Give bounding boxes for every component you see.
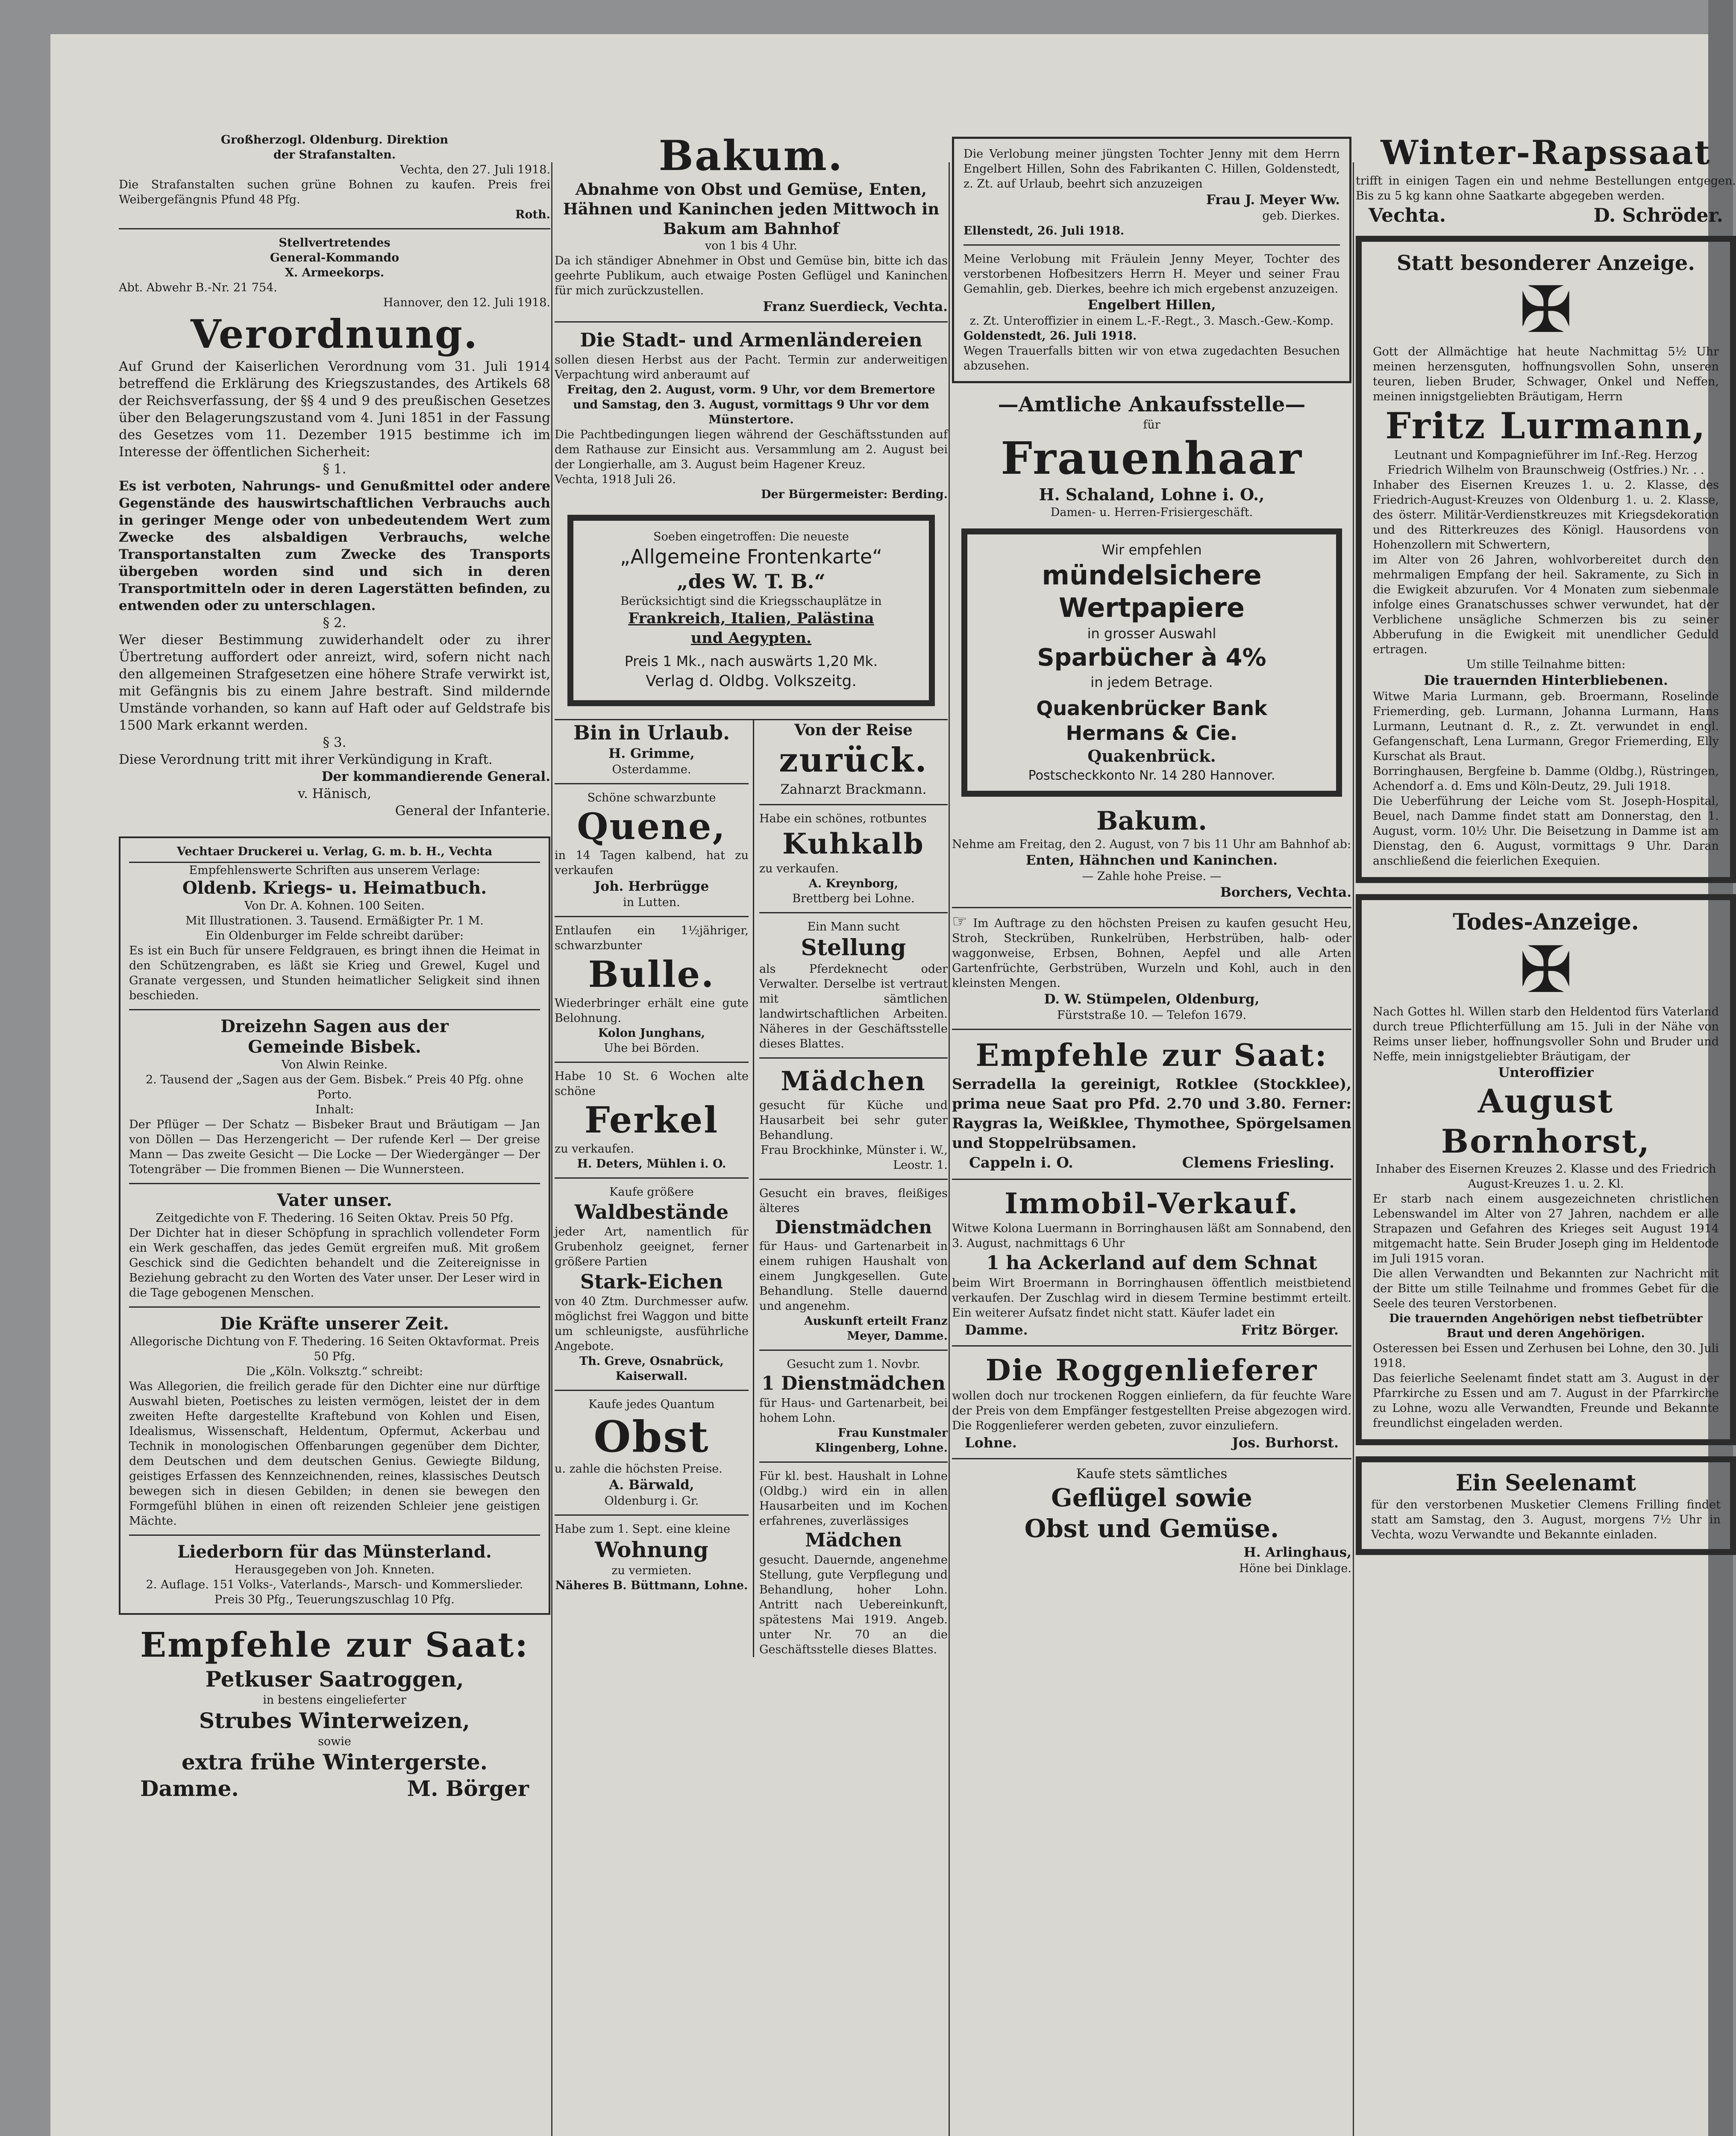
notice-text: Wer dieser Bestimmung zuwiderhandelt oder zu ihrer Übertretung auffordert oder anreizt, wird, sofern nicht nach den allgemeinen Strafgesetzen eine höhere Strafe verwirkt ist, mit Gefängnis bis zu einem Jahre bestraft. Sind mildernde Umstände vorhanden, so kann auf Haft oder auf Geldstrafe bis 1500 Mark erkannt werden.	[119, 632, 550, 733]
ad-title: Stark-Eichen	[580, 1270, 723, 1293]
ad-verlag	[119, 836, 550, 1615]
divider	[963, 244, 1340, 246]
ad-bank	[961, 528, 1342, 797]
ad-name: H. Schaland, Lohne i. O.,	[1039, 485, 1265, 504]
divider	[119, 228, 550, 229]
small-ads-left	[555, 720, 754, 1657]
divider	[759, 912, 948, 913]
ad-immobil	[952, 1186, 1351, 1339]
ad-text: — Zahle hohe Preise. —	[1082, 870, 1222, 883]
divider	[129, 1306, 540, 1308]
ad-title: „Allgemeine Frontenkarte“	[620, 545, 883, 568]
ad-line: Strubes Winterweizen,	[199, 1708, 470, 1733]
book-sub: Von Dr. A. Kohnen. 100 Seiten.	[244, 899, 425, 912]
ad-intro: Kaufe stets sämtliches	[1076, 1466, 1228, 1482]
ad-title: Bakum.	[1096, 806, 1207, 836]
ad-name: Th. Greve, Osnabrück, Kaiserwall.	[579, 1355, 724, 1383]
obituary-head: Statt besonderer Anzeige.	[1397, 251, 1695, 275]
ad-text: Berücksichtigt sind die Kriegsschauplätze in	[620, 595, 882, 608]
ad-intro: Habe zum 1. Sept. eine kleine	[555, 1523, 730, 1536]
obituary-text: Die allen Verwandten und Bekannten zur Nachricht mit der Bitte um stille Teilnahme und frommes Gebet für die Seele des teuren Verstorbenen.	[1373, 1267, 1719, 1310]
ad-intro: Soeben eingetroffen: Die neueste	[653, 530, 849, 543]
ad-name: Auskunft erteilt Franz Meyer, Damme.	[804, 1314, 948, 1343]
divider	[129, 1183, 540, 1184]
ad-text: Serradella la gereinigt, Rotklee (Stockklee), prima neue Saat pro Pfd. 2.70 und 3.80. Ferner: Raygras la, Weißklee, Thymothee, Spörgelsamen und Stoppelrübsamen.	[952, 1076, 1351, 1152]
obituary-text: Leutnant und Kompagnieführer im Inf.-Reg. Herzog Friedrich Wilhelm von Braunschweig (Ostfries.) Nr. . .	[1387, 449, 1704, 477]
notice-name: Frau J. Meyer Ww.	[1206, 192, 1340, 208]
ad-text: als Pferdeknecht oder Verwalter. Derselbe ist vertraut mit sämtlichen landwirtschaftlichen Arbeiten. Näheres in der Geschäftsstelle dieses Blattes.	[759, 962, 948, 1050]
column-2	[555, 132, 948, 1657]
ad-intro: Schöne schwarzbunte	[587, 791, 716, 804]
divider	[129, 1535, 540, 1536]
divider	[952, 1345, 1351, 1347]
book-price: Preis 30 Pfg., Teuerungszuschlag 10 Pfg.	[214, 1593, 455, 1606]
ad-name: D. W. Stümpelen, Oldenburg,	[1044, 992, 1260, 1007]
notice-heading: X. Armeekorps.	[285, 266, 385, 279]
ad-place: Oldenburg i. Gr.	[604, 1494, 699, 1508]
ad-title: Ferkel	[584, 1099, 719, 1141]
ad-line: extra frühe Wintergerste.	[181, 1749, 488, 1775]
ad-title: Von der Reise	[794, 721, 913, 739]
ad-title: Waldbestände	[574, 1200, 729, 1224]
obituary-name: Fritz Lurmann,	[1385, 405, 1707, 447]
notice-text: Freitag, den 2. August, vorm. 9 Uhr, vor dem Bremertore und Samstag, den 3. August, vormittags 9 Uhr vor dem Münstertore.	[567, 383, 935, 426]
ad-frontenkarte	[567, 515, 935, 706]
ad-text	[952, 914, 1351, 991]
ad-line: Petkuser Saatroggen,	[205, 1667, 464, 1692]
obituary-text: Borringhausen, Bergfeine b. Damme (Oldbg.), Rüstringen, Achendorf a. d. Ems und Köln-Deutz, 29. Juli 1918.	[1373, 765, 1719, 793]
ad-title: „des W. T. B.“	[676, 570, 825, 593]
ad-text: Wiederbringer erhält eine gute Belohnung.	[555, 997, 749, 1025]
book-sub: 2. Tausend der „Sagen aus der Gem. Bisbek.“ Preis 40 Pfg. ohne Porto.	[146, 1073, 523, 1101]
notice-signature: General der Infanterie.	[395, 803, 550, 819]
ad-text: Entlaufen ein 1½jähriger, schwarzbunter	[555, 924, 749, 952]
ad-text: 1 ha Ackerland auf dem Schnat	[986, 1252, 1317, 1274]
column-rule	[949, 162, 950, 2136]
newspaper-page	[50, 34, 1736, 2136]
ad-text: zu vermieten.	[611, 1564, 692, 1577]
ad-intro: Kaufe größere	[609, 1185, 694, 1199]
notice-text: Wegen Trauerfalls bitten wir von etwa zugedachten Besuchen abzusehen.	[963, 344, 1340, 373]
ad-text: Damen- u. Herren-Frisiergeschäft.	[1050, 506, 1253, 519]
ad-text: gesucht für Küche und Hausarbeit bei sehr guter Behandlung.	[759, 1099, 948, 1142]
obituary-bornhorst	[1356, 894, 1736, 1445]
ad-text: Sparbücher à 4%	[1037, 644, 1266, 672]
book-author: Von Alwin Reinke.	[281, 1058, 388, 1071]
obituary-text: Die Ueberführung der Leiche vom St. Joseph-Hospital, Beuel, nach Damme findet statt am Donnerstag, den 1. August, vorm. 10½ Uhr. Die Beisetzung in Damme ist am Dienstag, den 6. August, vormittags 9 Uhr. Daran anschließend die feierlichen Exequien.	[1373, 795, 1719, 868]
ad-bakum	[555, 132, 948, 315]
ad-signature: Roth.	[515, 208, 550, 221]
divider	[952, 1179, 1351, 1180]
obituary-head: Todes-Anzeige.	[1453, 909, 1639, 935]
notice-text: Die Verlobung meiner jüngsten Tochter Jenny mit dem Herrn Engelbert Hillen, Sohn des Fabrikanten C. Hillen, Goldenstedt, z. Zt. auf Urlaub, beehrt sich anzuzeigen	[963, 147, 1340, 191]
notice-stadt	[555, 329, 948, 502]
ad-name: Hermans & Cie.	[1066, 722, 1238, 745]
ad-name: Zahnarzt Brackmann.	[780, 782, 927, 797]
ad-text: von 40 Ztm. Durchmesser aufw. möglichst frei Waggon und bitte um schleunigste, ausführliche Angebote.	[555, 1295, 749, 1353]
ad-text: zu verkaufen.	[555, 1142, 634, 1156]
obituary-text: Das feierliche Seelenamt findet statt am 3. August in der Pfarrkirche zu Essen und am 7. August in der Pfarrkirche zu Lohne, wozu alle Verwandten, Freunde und Bekannte freundlichst eingeladen werden.	[1373, 1372, 1719, 1430]
ad-text: Da ich ständiger Abnehmer in Obst und Gemüse bin, bitte ich das geehrte Publikum, auch etwaige Posten Geflügel und Kaninchen für mich zurückzustellen.	[555, 254, 948, 297]
ad-price: Preis 1 Mk., nach auswärts 1,20 Mk.	[624, 653, 878, 669]
notice-text: sollen diesen Herbst aus der Pacht. Termin zur anderweitigen Verpachtung wird anberaumt auf	[555, 353, 948, 381]
divider	[555, 783, 749, 784]
ad-text: von 1 bis 4 Uhr.	[705, 239, 798, 252]
ad-place: Osterdamme.	[612, 763, 691, 776]
book-sub: Mit Illustrationen. 3. Tausend. Ermäßigter Pr. 1 M.	[185, 914, 484, 927]
ad-intro: Kaufe jedes Quantum	[588, 1398, 715, 1411]
ad-intro: Habe ein schönes, rotbuntes	[759, 812, 927, 825]
ad-saat-friesling	[952, 1036, 1351, 1173]
ad-name: H. Arlinghaus,	[1243, 1545, 1351, 1560]
pointing-hand-icon: ☞	[952, 912, 967, 931]
ad-saat-boerger	[119, 1623, 550, 1802]
ad-name: H. Grimme,	[608, 746, 695, 761]
ad-strafanstalten	[119, 132, 550, 222]
small-ads	[555, 719, 948, 1657]
ad-text: Abnahme von Obst und Gemüse, Enten, Hähnen und Kaninchen jeden Mittwoch in Bakum am Bahnhof	[563, 180, 940, 238]
ad-text: Enten, Hähnchen und Kaninchen.	[1025, 853, 1278, 868]
ad-text-body: Im Auftrage zu den höchsten Preisen zu kaufen gesucht Heu, Stroh, Steckrüben, Runkelrüben, Herbstrüben, halb- oder waggonweise, Erbsen, Bohnen, Aepfel und alle Arten Gartenfrüchte, Gerbstrüben, Wurzeln und Kohl, auch in den kleinsten Mengen.	[952, 917, 1351, 990]
ad-text: Empfehlenswerte Schriften aus unserem Verlage:	[189, 864, 480, 877]
divider	[555, 1390, 749, 1391]
divider	[759, 1461, 948, 1463]
ad-title: Mädchen	[781, 1065, 926, 1097]
book-sub: Zeitgedichte von F. Thedering. 16 Seiten Oktav. Preis 50 Pfg.	[156, 1212, 514, 1225]
ad-text: u. zahle die höchsten Preise.	[555, 1462, 723, 1476]
book-inhalt: Inhalt:	[315, 1103, 354, 1116]
ad-text: für	[1143, 418, 1160, 431]
divider	[759, 1350, 948, 1351]
book-quote-intro: Ein Oldenburger im Felde schreibt darüber:	[205, 929, 464, 942]
divider	[555, 1514, 749, 1516]
section-mark: § 3.	[323, 735, 347, 750]
ad-title: Mädchen	[805, 1529, 902, 1551]
ad-line: sowie	[318, 1735, 351, 1748]
ad-title: Dienstmädchen	[775, 1217, 932, 1238]
ad-title: Geflügel sowie	[1051, 1483, 1252, 1512]
notice-name: z. Zt. Unteroffizier in einem L.-F.-Regt., 3. Masch.-Gew.-Komp.	[969, 314, 1334, 328]
ad-line: in bestens eingelieferter	[263, 1693, 406, 1707]
ad-name: Jos. Burhorst.	[1232, 1435, 1339, 1451]
notice-ref: Abt. Abwehr B.-Nr. 21 754.	[119, 281, 277, 294]
ad-name: Frau Brockhinke, Münster i. W., Leostr. 1.	[761, 1144, 948, 1172]
divider	[555, 1177, 749, 1179]
column-3	[952, 132, 1351, 1576]
column-rule	[551, 162, 552, 2136]
divider	[759, 1057, 948, 1059]
notice-text: Auf Grund der Kaiserlichen Verordnung vom 31. Juli 1914 betreffend die Erklärung des Kriegszustandes, des Artikels 68 der Reichsverfassung, der §§ 4 und 9 des preußischen Gesetzes über den Belagerungszustand vom 4. Juni 1851 in der Fassung des Gesetzes vom 11. Dezember 1915 bestimme ich im Interesse der öffentlichen Sicherheit:	[119, 359, 550, 460]
ad-title: 1 Dienstmädchen	[761, 1373, 946, 1394]
ad-text: beim Wirt Broermann in Borringhausen öffentlich meistbietend verkaufen. Der Zuschlag wird in diesem Termine bestimmt erteilt. Ein weiterer Aufsatz findet nicht statt. Käufer ladet ein	[952, 1276, 1351, 1320]
ad-text: trifft in einigen Tagen ein und nehme Bestellungen entgegen. Bis zu 5 kg kann ohne Saatkarte abgegeben werden.	[1356, 174, 1736, 202]
ad-title: Immobil-Verkauf.	[1005, 1187, 1299, 1220]
ad-title: Bin in Urlaub.	[573, 721, 730, 744]
ad-place: Vechta.	[1369, 205, 1446, 226]
ad-frauenhaar	[952, 392, 1351, 520]
ad-text: für Haus- und Gartenarbeit in einem ruhigen Haushalt von einem Jungkgesellen. Gute Behandlung. Stelle dauernd und angenehm.	[759, 1240, 948, 1313]
notice-signature: Der kommandierende General.	[321, 769, 550, 784]
book-title: Vater unser.	[277, 1190, 392, 1210]
ad-name: H. Deters, Mühlen i. O.	[577, 1157, 726, 1171]
notice-title: Ein Seelenamt	[1455, 1470, 1636, 1496]
column-rule	[1353, 162, 1354, 2136]
ad-name: Fritz Börger.	[1241, 1322, 1339, 1338]
notice-title: Verordnung.	[190, 311, 479, 357]
book-title: Die Kräfte unserer Zeit.	[220, 1314, 449, 1334]
book-quote: Es ist ein Buch für unsere Feldgrauen, es bringt ihnen die Heimat in den Schützengraben, es läßt sie Krieg und Grewel, Kugel und Granate vergessen, und Stunden heimatlicher Seligkeit sind ihnen beschieden.	[129, 944, 540, 1002]
divider	[555, 916, 749, 917]
divider	[555, 1062, 749, 1063]
ad-heading: der Strafanstalten.	[273, 148, 396, 161]
ad-signature: Borchers, Vechta.	[1220, 885, 1351, 900]
ad-text: Für kl. best. Haushalt in Lohne (Oldbg.) wird ein in allen Hausarbeiten und im Kochen erfahrenes, zuverlässiges	[759, 1470, 948, 1528]
ad-text: zu verkaufen.	[759, 862, 839, 875]
ad-text: Frankreich, Italien, Palästina	[628, 610, 874, 627]
iron-cross-icon: ✠	[1519, 933, 1573, 1007]
ad-text: und Aegypten.	[690, 629, 812, 647]
ad-place: Damme.	[965, 1322, 1028, 1338]
ad-place: Brettberg bei Lohne.	[792, 892, 915, 905]
ad-intro: Wir empfehlen	[1102, 542, 1202, 558]
ad-title: mündelsichere Wertpapiere	[1042, 560, 1262, 623]
ad-title: Empfehle zur Saat:	[140, 1625, 529, 1665]
ad-title: Wohnung	[595, 1537, 708, 1562]
obituary-text: Nach Gottes hl. Willen starb den Heldentod fürs Vaterland durch treue Pflichterfüllung am 15. Juli in der Nähe von Reims unser lieber, hoffnungsvoller Sohn und Bruder und Neffe, mein innigstgeliebter Bräutigam, der	[1373, 1005, 1719, 1063]
obituary-name: August Bornhorst,	[1441, 1082, 1651, 1160]
notice-text: Es ist verboten, Nahrungs- und Genußmittel oder andere Gegenstände des hauswirtschaftlichen Verbrauchs auch in geringer Menge oder von unbedeutendem Wert zum Zwecke des alsbaldigen Verbrauchs, welche Transportanstalten zum Zwecke des Transports übergeben worden sind und sich in deren Transportmitteln oder in deren Lagerstätten befinden, zu entwenden oder zu unterschlagen.	[119, 478, 550, 613]
book-sub: 2. Auflage. 151 Volks-, Vaterlands-, Marsch- und Kommerslieder.	[146, 1578, 523, 1591]
ad-text: in grosser Auswahl	[1087, 625, 1216, 642]
ad-title: Obst	[593, 1411, 710, 1462]
ad-name: D. Schröder.	[1593, 205, 1723, 226]
notice-title: Die Stadt- und Armenländereien	[580, 329, 922, 351]
ad-text: für Haus- und Gartenarbeit, bei hohem Lohn.	[759, 1397, 948, 1425]
obituary-lurmann	[1356, 236, 1736, 883]
ad-title: Stellung	[801, 935, 906, 961]
ad-text: Nehme am Freitag, den 2. August, von 7 bis 11 Uhr am Bahnhof ab:	[952, 838, 1351, 851]
ad-rapssaat	[1356, 132, 1736, 228]
notice-text: Diese Verordnung tritt mit ihrer Verkündigung in Kraft.	[119, 752, 493, 767]
ad-name: Joh. Herbrügge	[594, 879, 709, 894]
ad-title: Quene,	[577, 805, 726, 848]
ad-intro: Habe 10 St. 6 Wochen alte schöne	[555, 1070, 749, 1098]
ad-title: Bakum.	[658, 132, 844, 180]
obituary-text: Osteressen bei Essen und Zerhusen bei Lohne, den 30. Juli 1918.	[1373, 1342, 1719, 1370]
ad-intro: Gesucht zum 1. Novbr.	[787, 1358, 920, 1371]
obituary-text: Die trauernden Angehörigen nebst tiefbetrübter Braut und deren Angehörigen.	[1389, 1312, 1703, 1340]
ad-intro: Gesucht ein braves, fleißiges älteres	[759, 1187, 948, 1215]
ad-place: Höne bei Dinklage.	[1239, 1562, 1351, 1575]
book-text: Der Dichter hat in dieser Schöpfung in sprachlich vollendeter Form ein Werk geschaffen, das jedes Gemüt ergreifen muß. Mit großem Geschick sind die Gedichten behandelt und die Zeitereignisse in Beziehung gebracht zu den Worten des Vater unser. Der Leser wird in die Tage gebogenen Menschen.	[129, 1226, 540, 1300]
ad-heading: Vechtaer Druckerei u. Verlag, G. m. b. H., Vechta	[129, 844, 540, 863]
ad-addr: Fürststraße 10. — Telefon 1679.	[1057, 1009, 1247, 1022]
notice-signature: Der Bürgermeister: Berding.	[761, 488, 948, 501]
ad-name: Quakenbrücker Bank	[1036, 697, 1267, 720]
book-sub: Allegorische Dichtung von F. Thedering. 16 Seiten Oktavformat. Preis 50 Pfg.	[129, 1335, 540, 1363]
book-text: Der Pflüger — Der Schatz — Bisbeker Braut und Bräutigam — Jan von Döllen — Das Herzengericht — Der rufende Kerl — Der greise Mann — Das zweite Gesicht — Die Locke — Der Wiedergänger — Der Totengräber — Die frommen Bienen — Die Wunnersteen.	[129, 1118, 540, 1176]
divider	[759, 804, 948, 805]
ad-place: Damme.	[140, 1776, 239, 1801]
ad-title: Kuhkalb	[782, 827, 925, 860]
ad-place: Uhe bei Börden.	[604, 1042, 699, 1055]
divider	[952, 1458, 1351, 1459]
obituary-text: Gott der Allmächtige hat heute Nachmittag 5½ Uhr meinen herzensguten, hoffnungsvollen Sohn, unseren teuren, lieben Bruder, Schwager, Onkel und Neffen, meinen innigstgeliebten Bräutigam, Herrn	[1373, 345, 1719, 403]
ad-signature: Franz Suerdieck, Vechta.	[763, 299, 948, 314]
notice-name: geb. Dierkes.	[1262, 209, 1340, 223]
notice-text: für den verstorbenen Musketier Clemens Frilling findet statt am Samstag, den 3. August, morgens 7½ Uhr in Vechta, wozu Verwandte und Bekannte einladen.	[1371, 1498, 1721, 1541]
notice-seelenamt	[1356, 1456, 1736, 1555]
notice-name: Engelbert Hillen,	[1087, 297, 1216, 313]
notice-verlobung	[952, 137, 1351, 383]
ad-name: M. Börger	[407, 1776, 529, 1801]
iron-cross-icon: ✠	[1519, 273, 1573, 347]
section-mark: § 2.	[323, 615, 347, 631]
ad-title: Bulle.	[588, 953, 715, 995]
ad-title: zurück.	[779, 741, 928, 780]
ad-text: Die Strafanstalten suchen grüne Bohnen zu kaufen. Preis frei Weibergefängnis Pfund 48 Pfg.	[119, 178, 550, 206]
ad-bakum2	[952, 805, 1351, 901]
obituary-text: im Alter von 26 Jahren, wohlvorbereitet durch den mehrmaligen Empfang der heil. Sakramente, zu Sich in die Ewigkeit abzurufen. Vor 4 Monaten zum siebenmale infolge eines Granatschusses schwer verwundet, hat der Verblichene unsägliche Schmerzen bis zu seiner Abberufung in die Ewigkeit mit unendlicher Geduld ertragen.	[1373, 553, 1719, 656]
ad-text: in 14 Tagen kalbend, hat zu verkaufen	[555, 849, 749, 877]
ad-stuempelen	[952, 914, 1351, 1023]
book-quote: Was Allegorien, die freilich gerade für den Dichter eine nur dürftige Auswahl bieten, Poetisches zu leisten vermögen, leistet der in dem zweiten Hefte dargestellte Kraftebund von Kohlen und Eisen, Idealismus, Wissenschaft, Heldentum, Opfermut, Ackerbau und Technik in monologischen Offenbarungen gegenüber dem Dichter, dem Deutschen und dem deutschen Genius. Gewiegte Bildung, geistiges Erfassen des Kennzeichnenden, reines, klassisches Deutsch bewegen sich in diesen Gebilden; in denen sie bewegen den Formgefühl blühen in einen oft reizenden Schleier jene geistigen Mächte.	[129, 1380, 540, 1528]
notice-date: Goldenstedt, 26. Juli 1918.	[963, 329, 1137, 343]
notice-signature: v. Hänisch,	[297, 786, 372, 801]
ad-konto: Postscheckkonto Nr. 14 280 Hannover.	[1028, 768, 1275, 783]
ad-place: Lohne.	[965, 1435, 1017, 1451]
book-title: Gemeinde Bisbek.	[248, 1037, 421, 1057]
ad-name: Näheres B. Büttmann, Lohne.	[555, 1579, 748, 1592]
ad-title: Die Roggenlieferer	[985, 1353, 1318, 1388]
section-mark: § 1.	[323, 461, 347, 477]
ad-text: jeder Art, namentlich für Grubenholz geeignet, ferner größere Partien	[555, 1225, 749, 1268]
notice-heading: Stellvertretendes	[279, 236, 391, 249]
book-quote-intro: Die „Köln. Volksztg.“ schreibt:	[246, 1365, 423, 1378]
small-ads-right	[754, 720, 948, 1657]
notice-date: Ellenstedt, 26. Juli 1918.	[963, 224, 1125, 238]
ad-name: A. Bärwald,	[609, 1477, 694, 1493]
ad-title: Frauenhaar	[1001, 432, 1303, 484]
book-sub: Herausgegeben von Joh. Knneten.	[234, 1563, 435, 1576]
notice-heading: General-Kommando	[270, 251, 399, 264]
ad-title: Obst und Gemüse.	[1024, 1514, 1279, 1543]
ad-date: Vechta, den 27. Juli 1918.	[400, 163, 550, 176]
ad-title: Winter-Rapssaat	[1381, 133, 1711, 172]
obituary-text: Die trauernden Hinterbliebenen.	[1424, 673, 1668, 688]
obituary-text: Um stille Teilnahme bitten:	[1466, 658, 1626, 671]
book-title: Liederborn für das Münsterland.	[177, 1542, 492, 1562]
ad-name: Clemens Friesling.	[1182, 1154, 1334, 1171]
divider	[759, 1179, 948, 1180]
obituary-text: Witwe Maria Lurmann, geb. Broermann, Roselinde Friemerding, geb. Lurmann, Johanna Lurmann, Hans Lurmann, Leutnant d. R., z. Zt. verwundet in engl. Gefangenschaft, Lena Lurmann, Gregor Friemerding, Elly Kurschat als Braut.	[1373, 690, 1719, 763]
ad-place: Cappeln i. O.	[969, 1154, 1073, 1171]
notice-text: Meine Verlobung mit Fräulein Jenny Meyer, Tochter des verstorbenen Hofbesitzers Herrn H. Meyer und seiner Frau Gemahlin, geb. Dierkes, beehre ich mich ergebenst anzuzeigen.	[963, 252, 1340, 296]
obituary-text: Inhaber des Eisernen Kreuzes 2. Klasse und des Friedrich August-Kreuzes 1. u. 2. Kl.	[1375, 1162, 1716, 1191]
ad-roggen	[952, 1353, 1351, 1452]
divider	[952, 1029, 1351, 1030]
divider	[555, 321, 948, 323]
notice-text: Die Pachtbedingungen liegen während der Geschäftsstunden auf dem Rathause zur Einsicht aus. Versammlung am 2. August bei der Longierhalle, am 3. August beim Hagener Kreuz.	[555, 428, 948, 471]
ad-title: Empfehle zur Saat:	[975, 1037, 1328, 1073]
notice-date: Vechta, 1918 Juli 26.	[555, 473, 676, 486]
ad-gefluegel	[952, 1465, 1351, 1576]
ad-title: —Amtliche Ankaufsstelle—	[998, 393, 1306, 417]
divider	[952, 907, 1351, 908]
column-1	[119, 132, 550, 1802]
ad-text: wollen doch nur trockenen Roggen einliefern, da für feuchte Ware der Preis von dem Empfänger festgestellten Preise abgezogen wird. Die Roggenlieferer werden gebeten, zuvor einzuliefern.	[952, 1389, 1351, 1432]
book-title: Oldenb. Kriegs- u. Heimatbuch.	[182, 878, 487, 898]
notice-verordnung	[119, 235, 550, 819]
ad-text: in jedem Betrage.	[1090, 674, 1213, 690]
obituary-text: Er starb nach einem ausgezeichneten christlichen Lebenswandel im Alter von 27 Jahren, nachdem er alle Strapazen und Gefahren des Krieges seit August 1914 mitgemacht hatte. Sein Bruder Joseph ging im Heldentode im Juli 1915 voran.	[1373, 1192, 1719, 1265]
column-4	[1356, 132, 1736, 1561]
ad-name: Kolon Junghans,	[598, 1027, 705, 1040]
ad-text: Witwe Kolona Luermann in Borringhausen läßt am Sonnabend, den 3. August, nachmittags 6 Uhr	[952, 1222, 1351, 1250]
obituary-text: Inhaber des Eisernen Kreuzes 1. u. 2. Klasse, des Friedrich-August-Kreuzes von Oldenburg 1. u. 2. Klasse, des österr. Militär-Verdienstkreuzes mit Kriegsdekoration und des Ritterkreuzes des Königl. Hausordens von Hohenzollern mit Schwertern,	[1373, 478, 1719, 552]
book-title: Dreizehn Sagen aus der	[220, 1016, 449, 1036]
ad-verlag: Verlag d. Oldbg. Volkszeitg.	[646, 672, 857, 690]
ad-text: gesucht. Dauernde, angenehme Stellung, gute Verpflegung und Behandlung, hoher Lohn. Antritt nach Uebereinkunft, spätestens Mai 1919. Angeb. unter Nr. 70 an die Geschäftsstelle dieses Blattes.	[759, 1553, 948, 1656]
ad-intro: Ein Mann sucht	[807, 920, 900, 933]
ad-name: Frau Kunstmaler Klingenberg, Lohne.	[815, 1426, 948, 1455]
ad-heading: Großherzogl. Oldenburg. Direktion	[220, 133, 449, 147]
divider	[129, 1009, 540, 1010]
ad-place: Quakenbrück.	[1087, 746, 1216, 766]
obituary-rank: Unteroffizier	[1498, 1065, 1594, 1080]
ad-place: in Lutten.	[623, 896, 680, 909]
ad-name: A. Kreynborg,	[808, 877, 899, 890]
notice-date: Hannover, den 12. Juli 1918.	[383, 296, 550, 309]
